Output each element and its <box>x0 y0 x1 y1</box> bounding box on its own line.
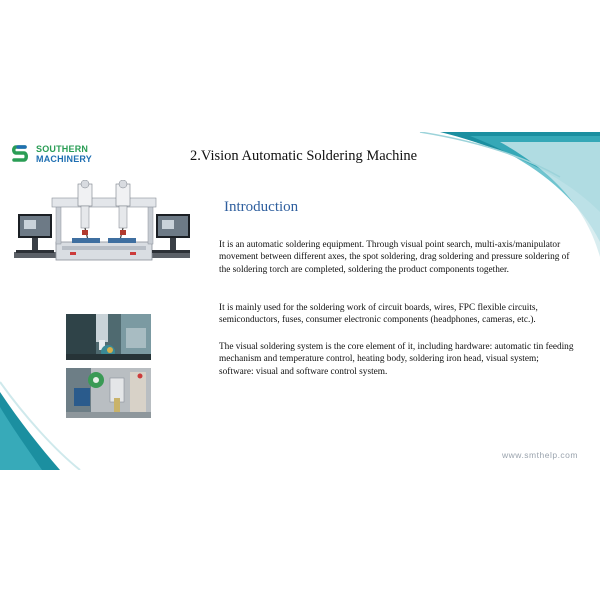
logo-text <box>36 144 92 164</box>
intro-paragraph-2: It is mainly used for the soldering work of circuit boards, wires, FPC flexible circuits, semiconductors, fuses, consumer electronic components (headphones, cameras, etc.). <box>219 303 538 326</box>
soldering-machine-image <box>12 180 192 280</box>
slide <box>0 132 600 470</box>
logo-line-1: SOUTHERN <box>36 144 89 154</box>
company-logo <box>8 142 92 166</box>
website-watermark: www.smthelp.com <box>502 450 578 460</box>
s-logo-icon <box>8 142 32 166</box>
introduction-heading: Introduction <box>224 199 299 215</box>
soldering-closeup-photo-1 <box>66 314 151 360</box>
intro-paragraph-1: It is an automatic soldering equipment. Through visual point search, multi-axis/manipulator movement between different axes, the spot soldering, drag soldering and pressure soldering of the soldering torch are completed, soldering the product components together. <box>219 240 570 275</box>
page-title: 2.Vision Automatic Soldering Machine <box>190 148 418 164</box>
soldering-closeup-photo-2 <box>66 368 151 418</box>
intro-paragraph-3: The visual soldering system is the core element of it, including hardware: automatic tin feeding mechanism and temperature control, heating body, soldering iron head, visual system; software: visual and software control system. <box>219 342 574 377</box>
logo-line-2: MACHINERY <box>36 154 92 164</box>
